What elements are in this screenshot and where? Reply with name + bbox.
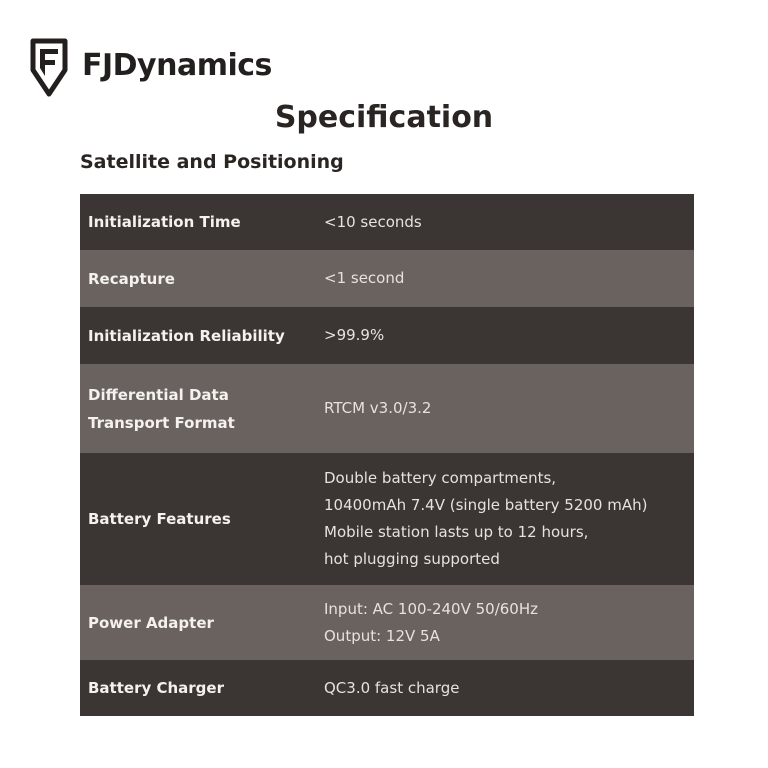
fjd-shield-icon <box>30 36 68 98</box>
spec-label <box>80 322 324 350</box>
spec-label-line: Initialization Reliability <box>88 326 285 345</box>
spec-table <box>80 194 694 716</box>
spec-label-line: Differential Data <box>88 385 229 404</box>
spec-label <box>80 381 324 437</box>
spec-value-line: RTCM v3.0/3.2 <box>324 399 432 417</box>
spec-value-line: Input: AC 100-240V 50/60Hz <box>324 599 538 618</box>
spec-label-line: Transport Format <box>88 413 235 432</box>
spec-row-power-adapter <box>80 585 694 660</box>
spec-value <box>324 322 694 349</box>
spec-value <box>324 596 694 650</box>
spec-value-line: <10 seconds <box>324 212 422 231</box>
spec-value-line: Double battery compartments, <box>324 469 557 487</box>
spec-row-battery-charger <box>80 660 694 716</box>
spec-row-recapture <box>80 250 694 307</box>
spec-label <box>80 208 324 236</box>
spec-row-initialization-time <box>80 194 694 250</box>
spec-row-initialization-reliability <box>80 307 694 364</box>
spec-row-battery-features <box>80 453 694 585</box>
spec-value <box>324 465 694 573</box>
spec-label-line: Initialization Time <box>88 213 241 231</box>
brand-logo <box>30 36 272 98</box>
brand-name: FJDynamics <box>82 47 272 83</box>
section-title: Satellite and Positioning <box>80 151 344 173</box>
spec-label <box>80 505 324 533</box>
spec-value-line: >99.9% <box>324 326 385 344</box>
spec-row-differential-data <box>80 364 694 453</box>
spec-label <box>80 265 324 293</box>
spec-label-line: Power Adapter <box>88 613 214 632</box>
spec-value-line: <1 second <box>324 269 405 287</box>
page-title: Specification <box>274 100 494 135</box>
spec-value <box>324 265 694 292</box>
spec-value-line: 10400mAh 7.4V (single battery 5200 mAh) <box>324 496 648 514</box>
spec-label-line: Recapture <box>88 269 175 288</box>
spec-value <box>324 395 694 422</box>
spec-value-line: hot plugging supported <box>324 550 500 568</box>
spec-label-line: Battery Features <box>88 510 231 528</box>
spec-value-line: QC3.0 fast charge <box>324 678 460 697</box>
spec-value <box>324 675 694 702</box>
spec-label <box>80 609 324 637</box>
spec-label-line: Battery Charger <box>88 679 224 697</box>
spec-value <box>324 209 694 236</box>
spec-label <box>80 674 324 702</box>
spec-value-line: Output: 12V 5A <box>324 626 440 645</box>
spec-value-line: Mobile station lasts up to 12 hours, <box>324 523 589 541</box>
